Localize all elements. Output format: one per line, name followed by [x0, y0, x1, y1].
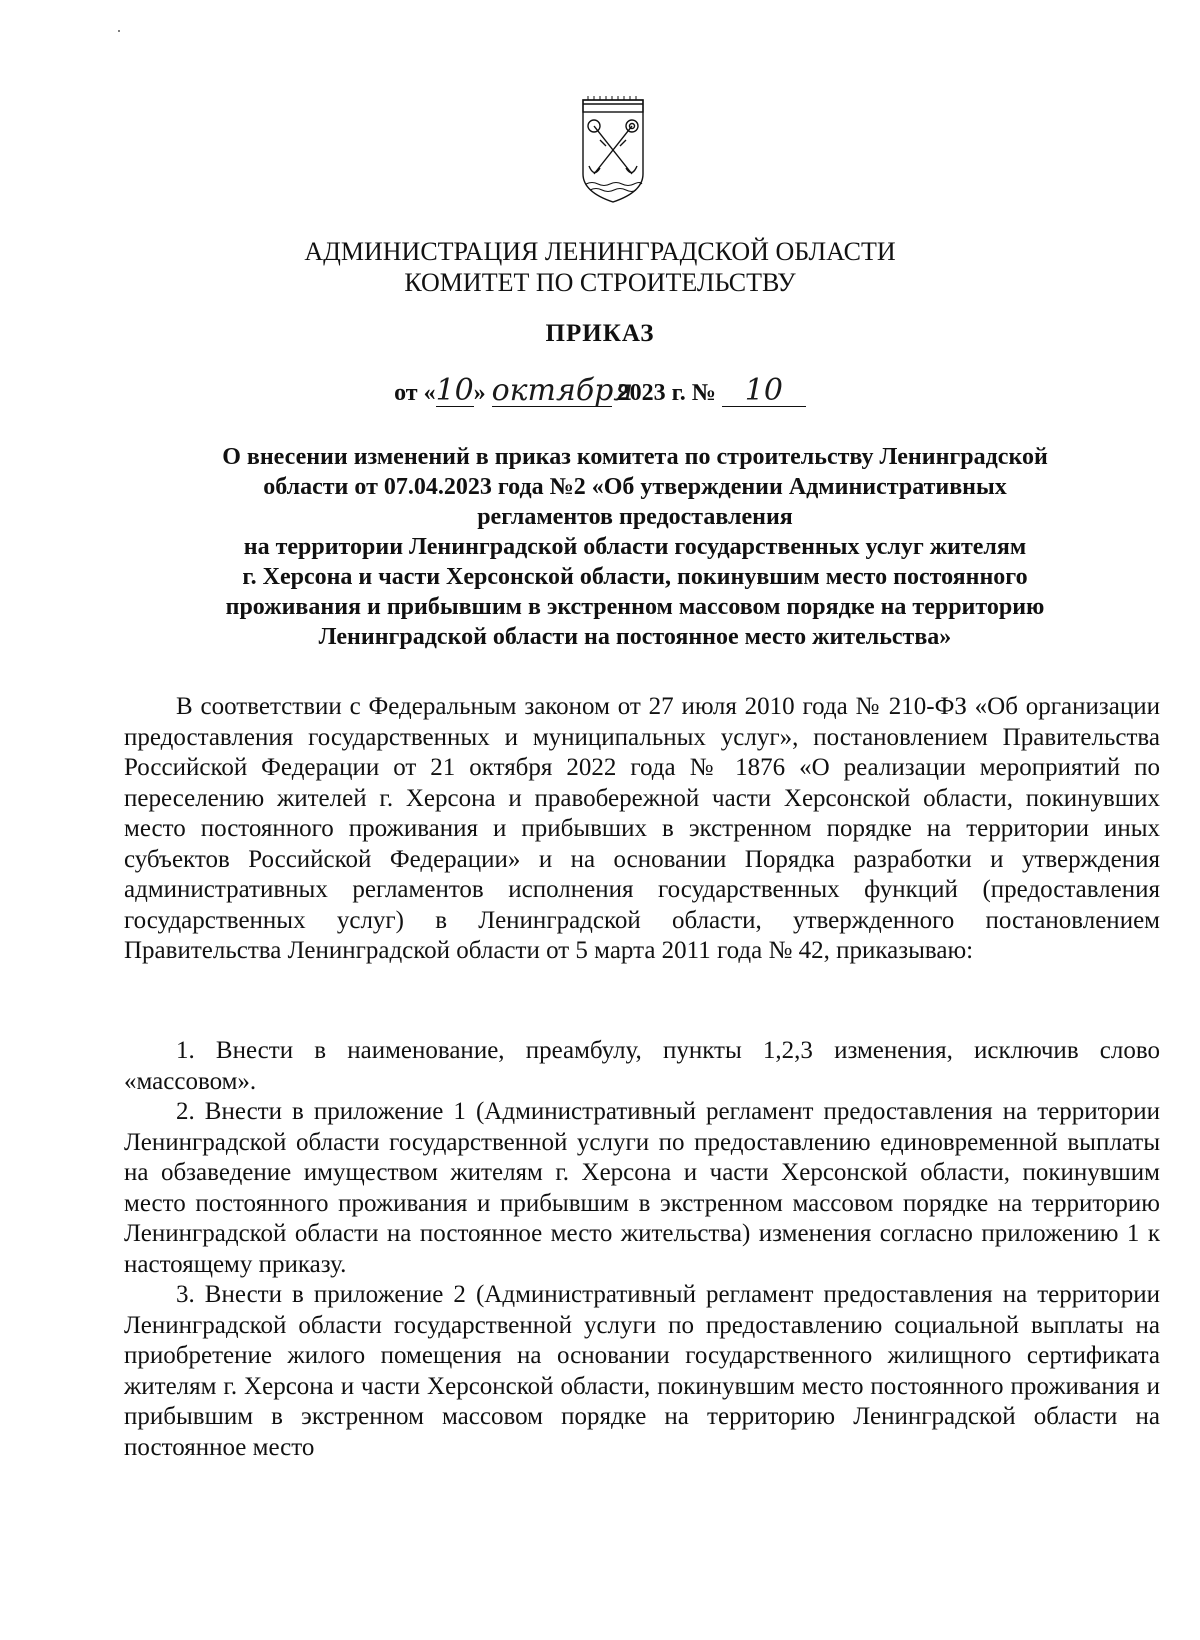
- subject-line-1: О внесении изменений в приказ комитета по строительству Ленинградской: [222, 444, 1048, 470]
- date-mid: »: [473, 380, 486, 406]
- issuing-authority: [0, 236, 1200, 298]
- order-item-1: 1. Внести в наименование, преамбулу, пункты 1,2,3 изменения, исключив слово «массовом».: [124, 1037, 1160, 1095]
- handwritten-day: 10: [435, 373, 474, 408]
- order-item-2: 2. Внести в приложение 1 (Административный регламент предоставления на территории Ленинградской области государственной услуги по предоставлению единовременной выплаты на обзаведение имуществом жителям г. Херсона и части Херсонской области, покинувшим место постоянного проживания и прибывшим в экстренном массовом порядке на территорию Ленинградской области на постоянное место жительства) изменения согласно приложению 1 к настоящему приказу.: [124, 1098, 1160, 1278]
- subject-line-4: на территории Ленинградской области государственных услуг жителям: [243, 534, 1027, 560]
- order-subject: [150, 442, 1120, 652]
- preamble-paragraph: В соответствии с Федеральным законом от 27 июля 2010 года № 210-ФЗ «Об организации предоставления государственных и муниципальных услуг», постановлением Правительства Российской Федерации от 21 октября 2022 года № 1876 «О реализации мероприятий по переселению жителей г. Херсона и правобережной части Херсонской области, покинувших место постоянного проживания и прибывших в экстренном порядке на территории иных субъектов Российской Федерации» и на основании Порядка разработки и утверждения административных регламентов исполнения государственных функций (предоставления государственных услуг) в Ленинградской области, утвержденного постановлением Правительства Ленинградской области от 5 марта 2011 года № 42, приказываю:: [124, 693, 1160, 964]
- date-prefix: от «: [394, 380, 436, 406]
- coat-of-arms-icon: [580, 96, 646, 206]
- subject-line-7: Ленинградской области на постоянное место жительства»: [318, 624, 952, 650]
- order-items: [124, 1036, 1160, 1463]
- preamble-section: [124, 692, 1160, 967]
- scan-speck: [118, 30, 120, 32]
- handwritten-month: октября: [491, 373, 634, 408]
- subject-line-5: г. Херсона и части Херсонской области, покинувшим место постоянного: [242, 564, 1028, 590]
- subject-line-2: области от 07.04.2023 года №2 «Об утверждении Административных: [263, 474, 1007, 500]
- org-line-1: АДМИНИСТРАЦИЯ ЛЕНИНГРАДСКОЙ ОБЛАСТИ: [304, 237, 896, 266]
- order-item-3: 3. Внести в приложение 2 (Административный регламент предоставления на территории Ленинградской области государственной услуги по предоставлению социальной выплаты на приобретение жилого помещения на основании государственного жилищного сертификата жителям г. Херсона и части Херсонской области, покинувшим место постоянного проживания и прибывшим в экстренном массовом порядке на территорию Ленинградской области на постоянное место: [124, 1281, 1160, 1461]
- org-line-2: КОМИТЕТ ПО СТРОИТЕЛЬСТВУ: [404, 268, 796, 297]
- subject-line-6: проживания и прибывшим в экстренном массовом порядке на территорию: [225, 594, 1045, 620]
- document-type-title: ПРИКАЗ: [545, 320, 655, 347]
- year-and-number-label: 2023 г. №: [617, 380, 716, 406]
- date-number-line: [0, 373, 1200, 408]
- handwritten-order-number: 10: [722, 376, 806, 407]
- subject-line-3: регламентов предоставления: [477, 504, 793, 530]
